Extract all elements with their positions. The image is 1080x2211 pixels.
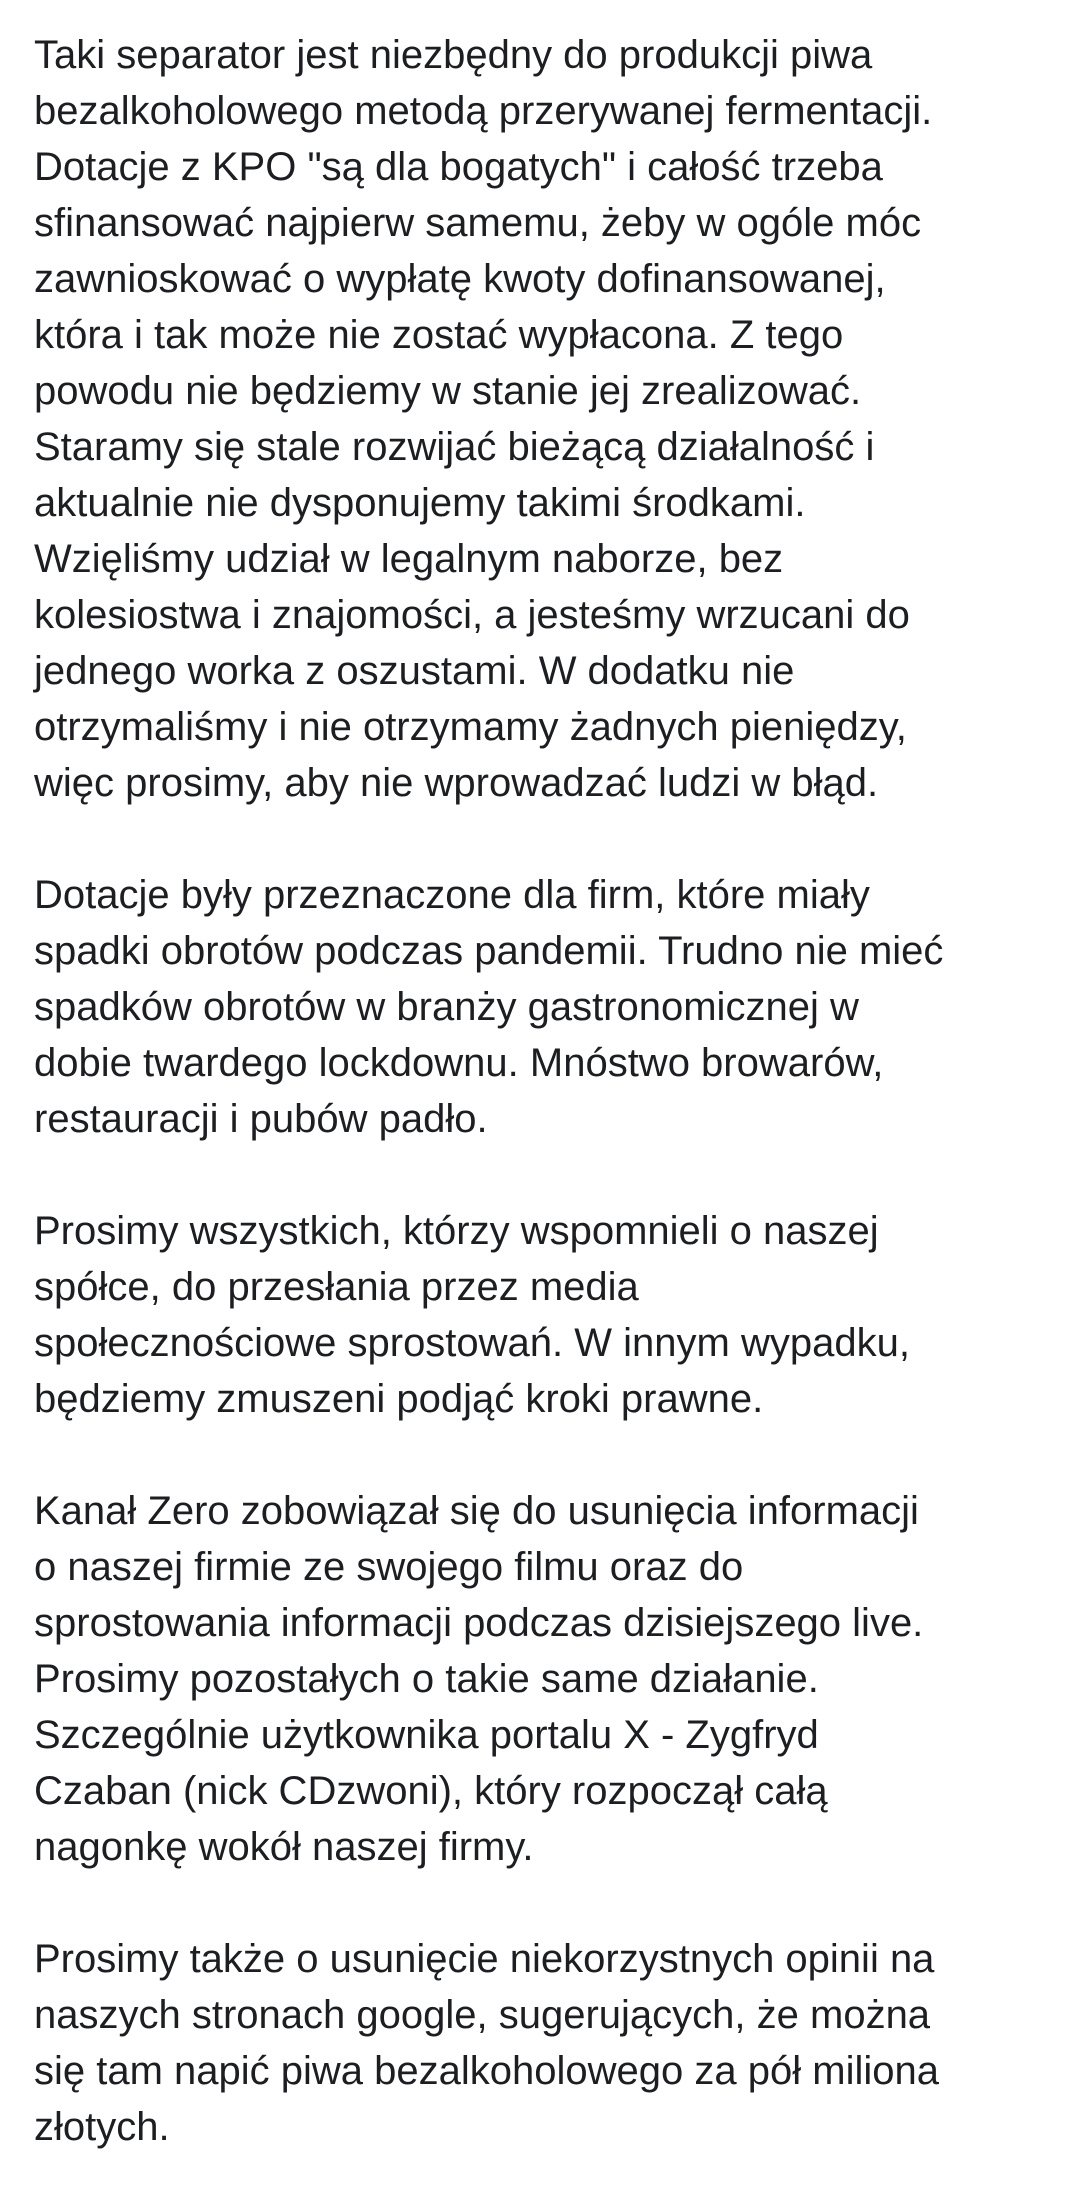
paragraph-separator-kpo (34, 0, 1064, 811)
text-line: jednego worka z oszustami. W dodatku nie (34, 649, 795, 693)
text-line: Prosimy wszystkich, którzy wspomnieli o naszej (34, 1209, 879, 1253)
text-line: się tam napić piwa bezalkoholowego za pół miliona (34, 2049, 939, 2093)
paragraph-dotacje (34, 867, 1064, 1147)
paragraph-sprostowania (34, 1203, 1064, 1427)
text-line: o naszej firmie ze swojego filmu oraz do (34, 1545, 744, 1589)
text-line: dobie twardego lockdownu. Mnóstwo browarów, (34, 1041, 884, 1085)
text-line: spadków obrotów w branży gastronomicznej w (34, 985, 859, 1029)
text-line: Wzięliśmy udział w legalnym naborze, bez (34, 537, 784, 581)
text-line: powodu nie będziemy w stanie jej zrealizować. (34, 369, 862, 413)
text-line: bezalkoholowego metodą przerywanej fermentacji. (34, 89, 933, 133)
text-line: Szczególnie użytkownika portalu X - Zygfryd (34, 1713, 819, 1757)
text-line: Kanał Zero zobowiązał się do usunięcia informacji (34, 1489, 919, 1533)
text-line: kolesiostwa i znajomości, a jesteśmy wrzucani do (34, 593, 910, 637)
text-line: więc prosimy, aby nie wprowadzać ludzi w błąd. (34, 761, 879, 805)
text-line: restauracji i pubów padło. (34, 1097, 488, 1141)
text-line: Staramy się stale rozwijać bieżącą działalność i (34, 425, 875, 469)
post-body (34, 0, 1064, 2211)
text-line: sfinansować najpierw samemu, żeby w ogóle móc (34, 201, 922, 245)
text-line: sprostowania informacji podczas dzisiejszego live. (34, 1601, 924, 1645)
paragraph-opinie-google (34, 1931, 1064, 2155)
text-line: Dotacje z KPO "są dla bogatych" i całość trzeba (34, 145, 883, 189)
paragraph-kanal-zero (34, 1483, 1064, 1875)
text-line: złotych. (34, 2105, 170, 2149)
text-line: Prosimy także o usunięcie niekorzystnych opinii na (34, 1937, 935, 1981)
text-line: Prosimy pozostałych o takie same działanie. (34, 1657, 819, 1701)
text-line: nagonkę wokół naszej firmy. (34, 1825, 534, 1869)
text-line: społecznościowe sprostowań. W innym wypadku, (34, 1321, 910, 1365)
text-line: która i tak może nie zostać wypłacona. Z tego (34, 313, 844, 357)
text-line: Dotacje były przeznaczone dla firm, które miały (34, 873, 870, 917)
text-line: spółce, do przesłania przez media (34, 1265, 639, 1309)
text-line: zawnioskować o wypłatę kwoty dofinansowanej, (34, 257, 886, 301)
text-line: spadki obrotów podczas pandemii. Trudno nie mieć (34, 929, 944, 973)
text-line: otrzymaliśmy i nie otrzymamy żadnych pieniędzy, (34, 705, 907, 749)
text-line: aktualnie nie dysponujemy takimi środkami. (34, 481, 806, 525)
text-line: naszych stronach google, sugerujących, że można (34, 1993, 931, 2037)
text-line: będziemy zmuszeni podjąć kroki prawne. (34, 1377, 764, 1421)
text-line-cut-off (34, 0, 1064, 27)
text-line: Taki separator jest niezbędny do produkcji piwa (34, 33, 873, 77)
text-line: Czaban (nick CDzwoni), który rozpoczął całą (34, 1769, 828, 1813)
